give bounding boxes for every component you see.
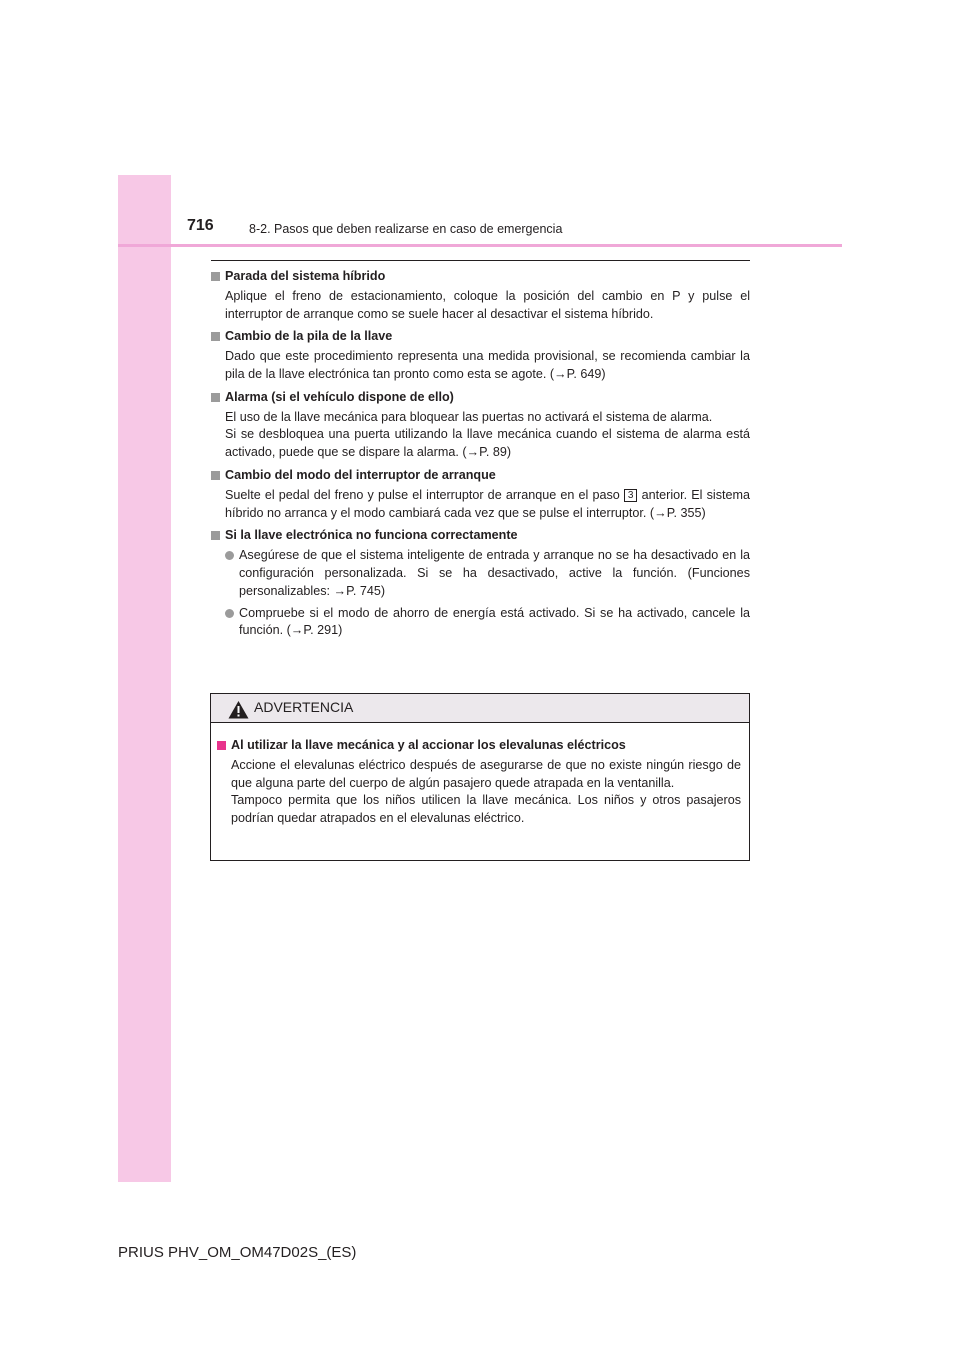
footer-doc-code: PRIUS PHV_OM_OM47D02S_(ES) [118,1244,357,1261]
square-bullet-icon [211,272,220,281]
list-item: Asegúrese de que el sistema inteligente de entrada y arranque no se ha desactivado en la configuración personalizada. Si se ha desactivado, active la función. (Funciones personalizables: →P. 745) [211,547,750,600]
warning-triangle-icon [228,700,249,719]
warning-item-heading: Al utilizar la llave mecánica y al accionar los elevalunas eléctricos [217,737,741,755]
page-content [211,268,750,644]
warning-title: ADVERTENCIA [254,699,354,715]
square-bullet-icon [211,393,220,402]
item-body: El uso de la llave mecánica para bloquear las puertas no activará el sistema de alarma. Si se desbloquea una puerta utilizando la llave mecánica cuando el sistema de alarma está activado, puede que se dispare la alarma. (→P. 89) [225,409,750,460]
warning-text: Accione el elevalunas eléctrico después de asegurarse de que no existe ningún riesgo de que alguna parte del cuerpo de algún pasajero quede atrapada en la ventanilla. Tampoco permita que los niños utilicen la llave mecánica. Los niños y otros pasajeros podrían quedar atrapados en el elevalunas eléctrico. [231,757,741,826]
step-reference-box[interactable]: 3 [624,489,638,502]
item-heading: Si la llave electrónica no funciona correctamente [211,527,750,545]
item-heading: Cambio de la pila de la llave [211,328,750,346]
item-body: Aplique el freno de estacionamiento, coloque la posición del cambio en P y pulse el interruptor de arranque como se suele hacer al desactivar el sistema híbrido. [225,288,750,321]
section-title: 8-2. Pasos que deben realizarse en caso de emergencia [249,222,563,236]
item-heading: Parada del sistema híbrido [211,268,750,286]
header-rule [118,244,842,247]
round-bullet-icon [225,551,234,560]
content-top-rule [211,260,750,261]
list-item: Compruebe si el modo de ahorro de energía está activado. Si se ha activado, cancele la función. (→P. 291) [211,605,750,641]
round-bullet-icon [225,609,234,618]
side-tab-bar [118,175,171,1182]
item-body: Dado que este procedimiento representa una medida provisional, se recomienda cambiar la pila de la llave electrónica tan pronto como esta se agote. (→P. 649) [225,349,750,381]
square-bullet-icon [211,471,220,480]
warning-body [211,723,749,828]
square-bullet-icon [217,741,226,750]
item-body: Suelte el pedal del freno y pulse el interruptor de arranque en el paso 3 anterior. El sistema híbrido no arranca y el modo cambiará cada vez que se pulse el interruptor. (→P. 355) [225,487,750,520]
page-number: 716 [187,217,214,234]
square-bullet-icon [211,531,220,540]
warning-box [210,693,750,861]
warning-header [211,694,749,723]
item-heading: Cambio del modo del interruptor de arranque [211,467,750,485]
square-bullet-icon [211,332,220,341]
item-heading: Alarma (si el vehículo dispone de ello) [211,389,750,407]
